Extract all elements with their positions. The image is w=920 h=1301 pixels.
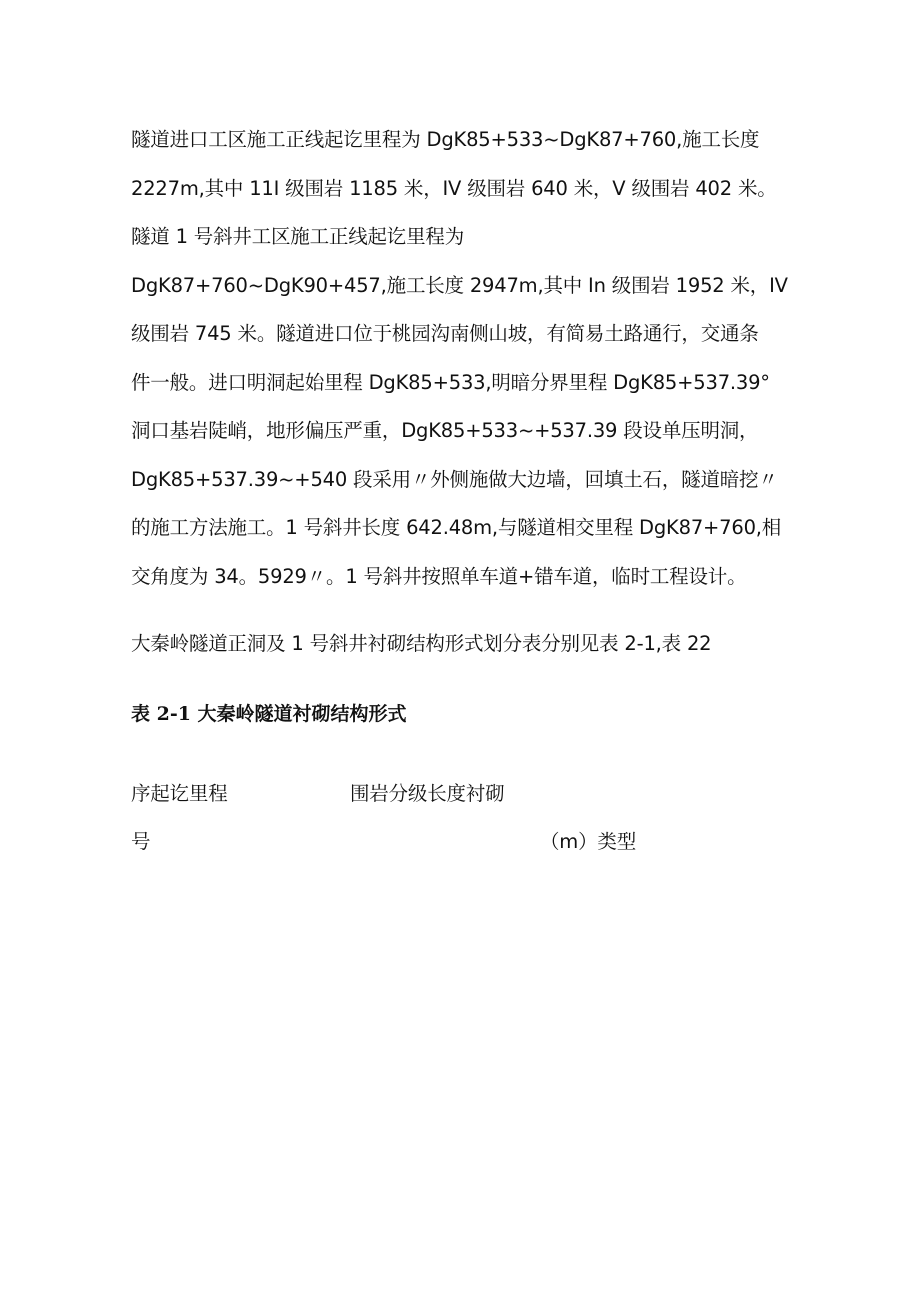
paragraph-line: 级围岩 745 米。隧道进口位于桃园沟南侧山坡，有简易土路通行，交通条 xyxy=(131,322,759,345)
paragraph-line: 2227m,其中 11I 级围岩 1185 米，IV 级围岩 640 米，V 级围岩 402 米。 xyxy=(131,176,777,200)
paragraph-line: DgK87+760~DgK90+457,施工长度 2947m,其中 In 级围岩 1952 米，IV xyxy=(131,273,788,297)
paragraph-line: 隧道 1 号斜井工区施工正线起讫里程为 xyxy=(131,225,465,248)
paragraph-line: 件一般。进口明洞起始里程 DgK85+533,明暗分界里程 DgK85+537.39° xyxy=(131,370,770,394)
paragraph-line: 交角度为 34。5929〃。1 号斜井按照单车道+错车道，临时工程设计。 xyxy=(131,564,747,588)
paragraph-line: 洞口基岩陡峭，地形偏压严重，DgK85+533~+537.39 段设单压明洞， xyxy=(131,419,759,442)
body-paragraph xyxy=(131,116,796,601)
table-title: 表 2-1 大秦岭隧道衬砌结构形式 xyxy=(131,703,407,725)
table-reference-text: 大秦岭隧道正洞及 1 号斜井衬砌结构形式划分表分别见表 2-1,表 22 xyxy=(131,632,712,655)
table-header-rock-class: 围岩分级长度衬砌 xyxy=(350,782,505,805)
paragraph-line: 的施工方法施工。1 号斜井长度 642.48m,与隧道相交里程 DgK87+760,相 xyxy=(131,516,782,539)
paragraph-line: 隧道进口工区施工正线起讫里程为 DgK85+533~DgK87+760,施工长度 xyxy=(131,128,760,151)
table-header-number: 号 xyxy=(131,830,151,853)
paragraph-line: DgK85+537.39~+540 段采用〃外侧施做大边墙，回填土石，隧道暗挖〃 xyxy=(131,467,778,491)
table-header-seq-mileage: 序起讫里程 xyxy=(131,782,228,805)
table-header-unit-type: （m）类型 xyxy=(540,830,636,853)
